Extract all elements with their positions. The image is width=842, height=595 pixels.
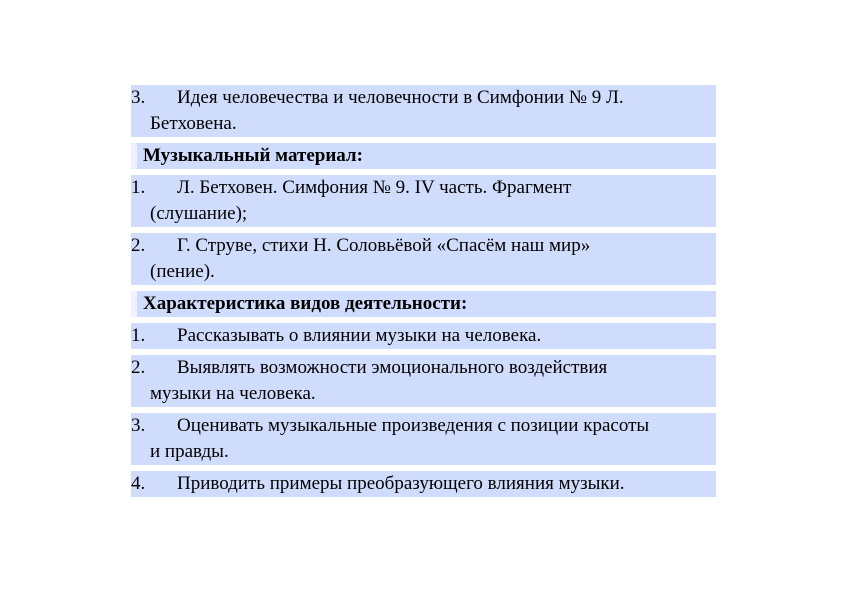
- list-item-material-1: [131, 175, 716, 227]
- list-item-text: Л. Бетховен. Симфония № 9. IV часть. Фрагмент: [177, 177, 572, 198]
- list-item-activity-4: [131, 471, 716, 497]
- list-item-continuation: и правды.: [150, 441, 229, 462]
- list-item-text: Рассказывать о влиянии музыки на человека.: [177, 325, 542, 346]
- section-heading-material: [131, 143, 716, 169]
- list-item-text: Приводить примеры преобразующего влияния музыки.: [177, 473, 625, 494]
- list-number: 1.: [131, 325, 146, 346]
- list-item-activity-2: [131, 355, 716, 407]
- list-item-continuation: (пение).: [150, 261, 215, 282]
- heading-text: Музыкальный материал:: [137, 143, 716, 169]
- list-item-continuation: (слушание);: [150, 203, 248, 224]
- list-item-text: Идея человечества и человечности в Симфонии № 9 Л.: [177, 87, 624, 108]
- list-item-text: Г. Струве, стихи Н. Соловьёвой «Спасём наш мир»: [177, 235, 591, 256]
- list-number: 3.: [131, 415, 146, 436]
- heading-text: Характеристика видов деятельности:: [137, 291, 716, 317]
- list-item-continuation: музыки на человека.: [150, 383, 316, 404]
- list-item-continuation: Бетховена.: [150, 113, 237, 134]
- list-item-idea: [131, 85, 716, 137]
- list-item-text: Выявлять возможности эмоционального воздействия: [177, 357, 608, 378]
- list-number: 1.: [131, 177, 146, 198]
- list-item-text: Оценивать музыкальные произведения с позиции красоты: [177, 415, 650, 436]
- list-number: 2.: [131, 235, 146, 256]
- list-item-material-2: [131, 233, 716, 285]
- heading-edge: [131, 291, 137, 317]
- list-number: 4.: [131, 473, 146, 494]
- section-heading-activities: [131, 291, 716, 317]
- list-item-activity-3: [131, 413, 716, 465]
- content-block: [131, 85, 716, 503]
- list-number: 2.: [131, 357, 146, 378]
- list-item-activity-1: [131, 323, 716, 349]
- heading-edge: [131, 143, 137, 169]
- list-number: 3.: [131, 87, 146, 108]
